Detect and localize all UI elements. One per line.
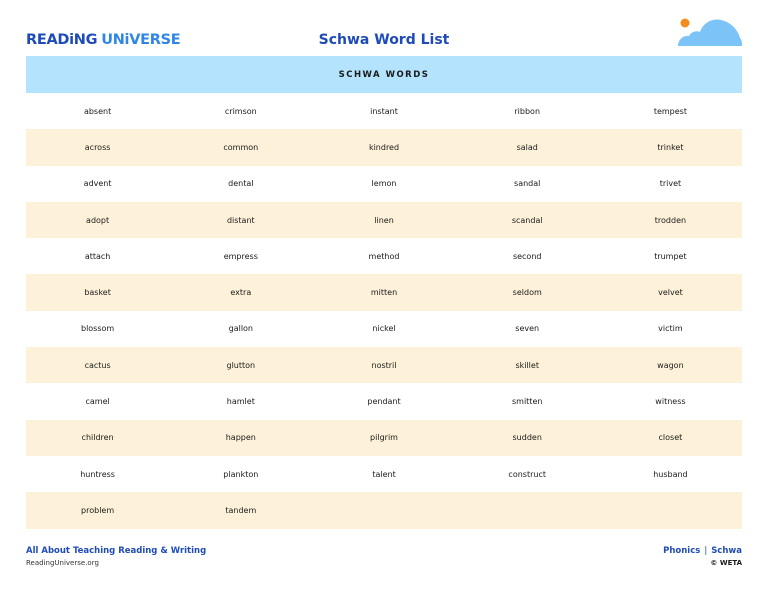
word-cell: distant (226, 215, 255, 225)
word-cell: pilgrim (370, 433, 398, 443)
sun-icon (681, 19, 690, 28)
word-cell: pendant (367, 397, 401, 407)
page-header (26, 0, 742, 56)
word-cell: trodden (654, 215, 687, 225)
word-cell: nickel (372, 324, 396, 334)
word-cell: huntress (80, 469, 115, 479)
word-cell: second (512, 251, 542, 261)
word-cell: nostril (371, 360, 397, 370)
page-title: Schwa Word List (318, 32, 450, 48)
word-cell: basket (84, 288, 111, 298)
word-row (26, 492, 742, 528)
breadcrumb-separator: | (704, 546, 708, 556)
word-cell: blossom (80, 324, 115, 334)
word-row (26, 456, 742, 492)
word-row (26, 129, 742, 165)
word-cell: sandal (514, 179, 541, 189)
breadcrumb-phonics[interactable]: Phonics (663, 546, 701, 556)
word-cell: witness (655, 397, 686, 407)
logo-word-universe: UNiVERSE (101, 32, 181, 48)
word-cell: seven (515, 324, 540, 334)
word-cell: husband (653, 469, 688, 479)
breadcrumb (663, 546, 742, 556)
word-cell: sudden (512, 433, 542, 443)
footer-tagline: All About Teaching Reading & Writing (26, 546, 207, 556)
word-cell: trinket (657, 142, 684, 152)
word-row (26, 274, 742, 310)
word-table (26, 93, 742, 529)
word-cell: advent (83, 179, 112, 189)
word-cell: skillet (515, 360, 539, 370)
footer-right (663, 546, 742, 567)
word-cell: common (223, 142, 259, 152)
word-cell: absent (83, 106, 112, 116)
word-cell: smitten (511, 397, 543, 407)
word-cell: camel (85, 397, 110, 407)
word-cell: plankton (223, 469, 259, 479)
section-banner: SCHWA WORDS (26, 56, 742, 93)
word-row (26, 383, 742, 419)
word-cell: crimson (224, 106, 257, 116)
sun-cloud-icon (678, 16, 742, 48)
word-cell: construct (508, 469, 546, 479)
word-cell: tandem (225, 505, 257, 515)
word-cell: method (368, 251, 400, 261)
word-cell: lemon (371, 179, 397, 189)
word-cell: velvet (658, 288, 683, 298)
word-cell: adopt (86, 215, 110, 225)
word-cell: linen (374, 215, 394, 225)
word-cell: mitten (370, 288, 398, 298)
word-cell: kindred (368, 142, 400, 152)
word-cell: trivet (659, 179, 682, 189)
word-row (26, 347, 742, 383)
word-cell: problem (81, 505, 115, 515)
word-cell: tempest (653, 106, 687, 116)
word-cell: across (84, 142, 111, 152)
logo-word-reading: READiNG (26, 32, 98, 48)
word-cell: wagon (657, 360, 684, 370)
word-cell: scandal (511, 215, 543, 225)
word-cell: cactus (84, 360, 111, 370)
word-cell: children (81, 433, 114, 443)
copyright: © WETA (710, 559, 742, 567)
breadcrumb-schwa[interactable]: Schwa (711, 546, 742, 556)
word-row (26, 93, 742, 129)
word-cell: trumpet (654, 251, 687, 261)
word-cell: empress (223, 251, 258, 261)
word-cell: closet (658, 433, 683, 443)
word-cell: ribbon (514, 106, 541, 116)
word-cell: glutton (226, 360, 256, 370)
word-cell: gallon (228, 324, 253, 334)
word-cell: extra (230, 288, 252, 298)
word-cell: happen (225, 433, 256, 443)
footer-url[interactable]: ReadingUniverse.org (26, 559, 99, 567)
word-cell: victim (658, 324, 683, 334)
word-cell: seldom (512, 288, 542, 298)
word-cell: dental (228, 179, 254, 189)
word-cell: hamlet (226, 397, 255, 407)
word-cell: instant (370, 106, 398, 116)
word-row (26, 202, 742, 238)
word-cell: talent (372, 469, 396, 479)
word-row (26, 238, 742, 274)
word-cell: salad (516, 142, 538, 152)
footer-left (26, 546, 206, 567)
word-cell: attach (84, 251, 111, 261)
word-row (26, 166, 742, 202)
word-row (26, 420, 742, 456)
word-row (26, 311, 742, 347)
